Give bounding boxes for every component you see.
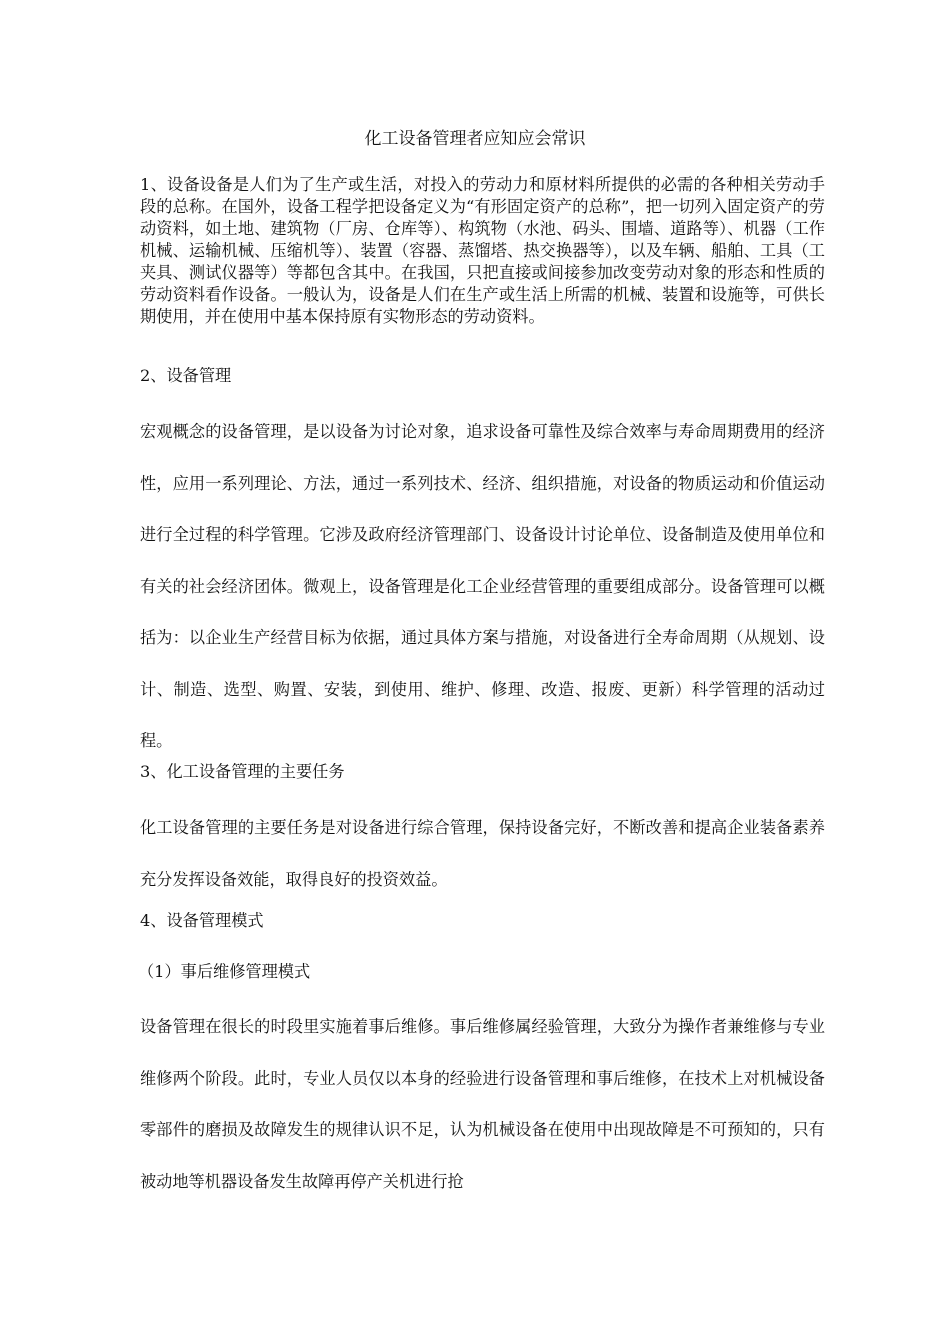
section-heading-management-modes: 4、设备管理模式: [140, 911, 264, 930]
paragraph-breakdown-maintenance: 设备管理在很长的时段里实施着事后维修。事后维修属经验管理，大致分为操作者兼维修与专业维修两个阶段。此时，专业人员仅以本身的经验进行设备管理和事后维修，在技术上对机械设备零部件的磨损及故障发生的规律认识不足，认为机械设备在使用中出现故障是不可预知的，只有被动地等机器设备发生故障再停产关机进行抢: [140, 1017, 825, 1191]
section-heading-equipment-management: 2、设备管理: [140, 366, 232, 385]
paragraph-equipment-management: 宏观概念的设备管理，是以设备为讨论对象，追求设备可靠性及综合效率与寿命周期费用的经济性，应用一系列理论、方法，通过一系列技术、经济、组织措施，对设备的物质运动和价值运动进行全过程的科学管理。它涉及政府经济管理部门、设备设计讨论单位、设备制造及使用单位和有关的社会经济团体。微观上，设备管理是化工企业经营管理的重要组成部分。设备管理可以概括为：以企业生产经营目标为依据，通过具体方案与措施，对设备进行全寿命周期（从规划、设计、制造、选型、购置、安装，到使用、维护、修理、改造、报废、更新）科学管理的活动过程。: [140, 422, 825, 750]
section-heading-main-tasks: 3、化工设备管理的主要任务: [140, 762, 345, 781]
paragraph-equipment-definition: 1、设备设备是人们为了生产或生活，对投入的劳动力和原材料所提供的必需的各种相关劳动手段的总称。在国外，设备工程学把设备定义为“有形固定资产的总称”，把一切列入固定资产的劳动资料，如土地、建筑物（厂房、仓库等）、构筑物（水池、码头、围墙、道路等）、机器（工作机械、运输机械、压缩机等）、装置（容器、蒸馏塔、热交换器等），以及车辆、船舶、工具（工夹具、测试仪器等）等都包含其中。在我国，只把直接或间接参加改变劳动对象的形态和性质的劳动资料看作设备。一般认为，设备是人们在生产或生活上所需的机械、装置和设施等，可供长期使用，并在使用中基本保持原有实物形态的劳动资料。: [140, 175, 825, 326]
subsection-heading-breakdown-maintenance: （1）事后维修管理模式: [138, 962, 311, 981]
paragraph-main-tasks: 化工设备管理的主要任务是对设备进行综合管理，保持设备完好，不断改善和提高企业装备素养充分发挥设备效能，取得良好的投资效益。: [140, 818, 825, 889]
document-title: 化工设备管理者应知应会常识: [364, 129, 586, 149]
